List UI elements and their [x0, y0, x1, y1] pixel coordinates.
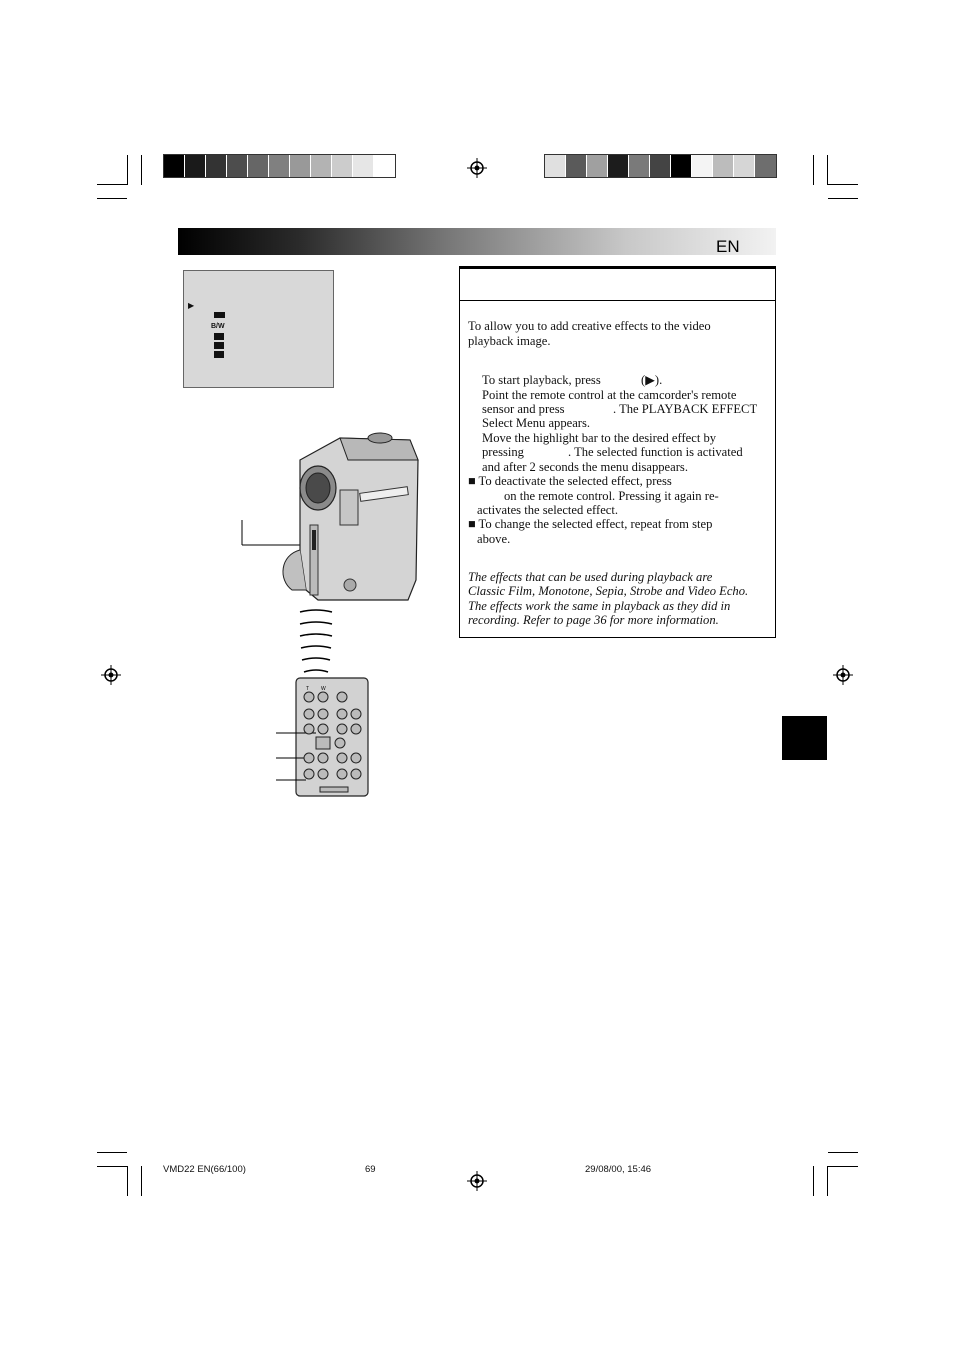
section-header-bar	[178, 228, 776, 255]
color-swatch	[671, 155, 692, 177]
crop-mark	[97, 184, 127, 185]
camcorder-illustration	[240, 430, 422, 610]
crop-mark	[828, 1152, 858, 1153]
crop-mark	[97, 1166, 127, 1167]
classic-film-icon	[214, 312, 225, 318]
menu-pointer-icon: ▶	[188, 301, 195, 310]
color-swatch	[290, 155, 311, 177]
crop-mark	[813, 1166, 814, 1196]
crop-mark	[828, 198, 858, 199]
swatch-strip-right	[544, 154, 777, 178]
color-swatch	[374, 155, 395, 177]
remote-t-label: T	[306, 686, 310, 692]
bullet-change: ■ To change the selected effect, repeat from step	[468, 517, 713, 531]
step-1-text: To start playback, press	[482, 373, 601, 387]
bullet-deactivate: activates the selected effect.	[477, 503, 619, 517]
color-swatch	[692, 155, 713, 177]
footer-file-id: VMD22 EN(66/100)	[163, 1164, 246, 1175]
color-swatch	[248, 155, 269, 177]
playback-effect-menu-screen	[183, 270, 334, 388]
registration-mark-icon	[101, 665, 121, 685]
step-2-text: Point the remote control at the camcorder's remote	[482, 388, 737, 402]
registration-mark-icon	[833, 665, 853, 685]
crop-mark	[827, 1166, 828, 1196]
color-swatch	[713, 155, 734, 177]
swatch-strip-left	[163, 154, 396, 178]
color-swatch	[227, 155, 248, 177]
strobe-icon	[214, 342, 224, 349]
remote-w-label: W	[321, 686, 326, 692]
crop-mark	[828, 184, 858, 185]
color-swatch	[734, 155, 755, 177]
crop-mark	[127, 155, 128, 185]
color-swatch	[311, 155, 332, 177]
footer-date: 29/08/00, 15:46	[585, 1164, 652, 1175]
panel-title-divider	[460, 300, 775, 301]
bullet-deactivate: ■ To deactivate the selected effect, press	[468, 474, 672, 488]
color-swatch	[185, 155, 206, 177]
color-swatch	[206, 155, 227, 177]
crop-mark	[828, 1166, 858, 1167]
language-tab: EN	[716, 237, 740, 256]
remote-control-illustration	[276, 677, 370, 799]
step-2-text: sensor and press	[482, 402, 565, 416]
registration-mark-icon	[467, 158, 487, 178]
color-swatch	[164, 155, 185, 177]
color-swatch	[545, 155, 566, 177]
step-3-text: Move the highlight bar to the desired effect by	[482, 431, 717, 445]
crop-mark	[97, 1152, 127, 1153]
video-echo-icon	[214, 351, 224, 358]
step-3-text: pressing	[482, 445, 524, 459]
crop-mark	[97, 198, 127, 199]
color-swatch	[269, 155, 290, 177]
color-swatch	[608, 155, 629, 177]
color-swatch	[566, 155, 587, 177]
crop-mark	[127, 1166, 128, 1196]
section-thumb-tab	[782, 716, 827, 760]
crop-mark	[827, 155, 828, 185]
crop-mark	[141, 155, 142, 185]
color-swatch	[353, 155, 374, 177]
note-text: The effects work the same in playback as they did in	[468, 599, 731, 613]
intro-line: playback image.	[468, 334, 551, 348]
intro-line: To allow you to add creative effects to the video	[468, 319, 711, 333]
step-2-text: Select Menu appears.	[482, 416, 591, 430]
note-text: Classic Film, Monotone, Sepia, Strobe and Video Echo.	[468, 584, 749, 598]
color-swatch	[629, 155, 650, 177]
step-3-text: and after 2 seconds the menu disappears.	[482, 460, 688, 474]
step-3-text: . The selected function is activated	[568, 445, 743, 459]
color-swatch	[755, 155, 776, 177]
note-text: recording. Refer to page 36 for more information.	[468, 613, 719, 627]
crop-mark	[141, 1166, 142, 1196]
color-swatch	[587, 155, 608, 177]
note-text: The effects that can be used during playback are	[468, 570, 713, 584]
registration-mark-icon	[467, 1171, 487, 1191]
bullet-deactivate: on the remote control. Pressing it again re-	[504, 489, 719, 503]
color-swatch	[650, 155, 671, 177]
sepia-icon	[214, 333, 224, 340]
monotone-icon-label: B/W	[211, 323, 225, 330]
step-2-text: . The PLAYBACK EFFECT	[613, 402, 758, 416]
footer-page-number: 69	[365, 1164, 376, 1175]
step-1-play-symbol: (▶).	[641, 373, 663, 387]
infrared-signal-icon	[296, 608, 336, 676]
crop-mark	[813, 155, 814, 185]
bullet-change: above.	[477, 532, 511, 546]
color-swatch	[332, 155, 353, 177]
